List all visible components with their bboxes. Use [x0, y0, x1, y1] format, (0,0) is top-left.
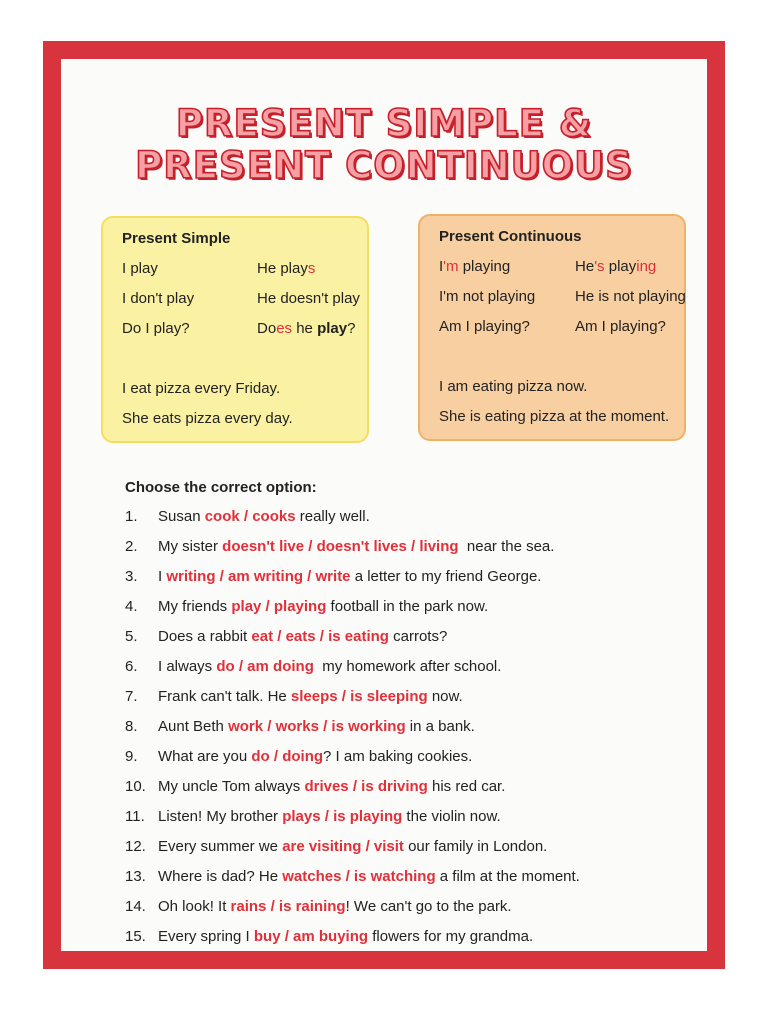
simple-do-i-play: Do I play? [122, 320, 190, 337]
exercise-sentence [158, 688, 463, 705]
simple-row-3 [122, 320, 361, 340]
exercise-number: 7. [125, 688, 138, 705]
simple-row-2 [122, 290, 361, 310]
exercise-sentence [158, 658, 501, 675]
sentence-start: What are you [158, 748, 252, 765]
exercise-number: 10. [125, 778, 146, 795]
exercise-sentence [158, 868, 580, 885]
cont-row-1 [439, 258, 678, 278]
sentence-end: now. [427, 688, 463, 705]
answer-options[interactable]: rains / is raining [230, 898, 346, 915]
exercise-sentence [158, 838, 547, 855]
sentence-start: Aunt Beth [158, 718, 229, 735]
exercise-number: 15. [125, 928, 146, 945]
sentence-start: Susan [158, 508, 205, 525]
cont-row-2 [439, 288, 686, 308]
sentence-start: Every summer we [158, 838, 283, 855]
sentence-start: My uncle Tom always [158, 778, 305, 795]
exercise-sentence [158, 628, 447, 645]
answer-options[interactable]: watches / is watching [282, 868, 436, 885]
answer-options[interactable]: play / playing [231, 598, 327, 615]
exercise-number: 5. [125, 628, 138, 645]
sentence-end: carrots? [388, 628, 448, 645]
exercise-sentence [158, 508, 370, 525]
answer-options[interactable]: buy / am buying [253, 928, 369, 945]
sentence-end: the violin now. [402, 808, 501, 825]
sentence-end: ! We can't go to the park. [345, 898, 512, 915]
answer-options[interactable]: writing / am writing / write [166, 568, 351, 585]
sentence-end: really well. [295, 508, 370, 525]
exercise-number: 6. [125, 658, 138, 675]
sentence-end: in a bank. [405, 718, 475, 735]
answer-options[interactable]: work / works / is working [228, 718, 406, 735]
exercise-number: 11. [125, 808, 145, 825]
sentence-start: Oh look! It [158, 898, 231, 915]
sentence-end: flowers for my grandma. [368, 928, 534, 945]
cont-am-i-playing-1: Am I playing? [439, 318, 530, 335]
present-continuous-box [418, 214, 686, 441]
answer-options[interactable]: eat / eats / is eating [251, 628, 389, 645]
sentence-start: Every spring I [158, 928, 254, 945]
exercise-sentence [158, 568, 541, 585]
exercise-sentence [158, 598, 488, 615]
exercise-sentence [158, 748, 472, 765]
simple-i-dont-play: I don't play [122, 290, 195, 307]
sentence-end: our family in London. [403, 838, 548, 855]
simple-row-1 [122, 260, 361, 280]
sentence-start: I [158, 568, 167, 585]
simple-does-he-play: Does he play? [257, 320, 356, 337]
exercise-number: 2. [125, 538, 138, 555]
worksheet-border [43, 41, 725, 969]
sentence-start: Where is dad? He [158, 868, 283, 885]
answer-options[interactable]: drives / is driving [304, 778, 428, 795]
cont-hes-playing: He's playing [575, 258, 657, 275]
exercise-number: 13. [125, 868, 146, 885]
exercise-number: 3. [125, 568, 138, 585]
title-line-2: PRESENT CONTINUOUS [135, 144, 633, 187]
exercise-number: 14. [125, 898, 146, 915]
sentence-start: I always [158, 658, 217, 675]
cont-im-playing: I'm playing [439, 258, 511, 275]
title-line-1: PRESENT SIMPLE & [175, 102, 593, 145]
exercise-sentence [158, 718, 475, 735]
present-continuous-header: Present Continuous [439, 228, 582, 245]
exercise-number: 8. [125, 718, 138, 735]
worksheet [61, 59, 707, 951]
sentence-end: near the sea. [458, 538, 555, 555]
sentence-end: ? I am baking cookies. [323, 748, 473, 765]
exercise-sentence [158, 928, 533, 945]
cont-example-2: She is eating pizza at the moment. [439, 408, 670, 425]
answer-options[interactable]: do / am doing [216, 658, 314, 675]
exercise-title: Choose the correct option: [125, 479, 317, 496]
sentence-end: my homework after school. [313, 658, 502, 675]
exercise-sentence [158, 778, 505, 795]
cont-example-1: I am eating pizza now. [439, 378, 588, 395]
sentence-start: Does a rabbit [158, 628, 252, 645]
simple-he-doesnt-play: He doesn't play [257, 290, 360, 307]
answer-options[interactable]: cook / cooks [204, 508, 296, 525]
sentence-end: a film at the moment. [435, 868, 580, 885]
answer-options[interactable]: plays / is playing [282, 808, 403, 825]
simple-he-plays: He plays [257, 260, 316, 277]
exercise-number: 1. [125, 508, 138, 525]
simple-example-2: She eats pizza every day. [122, 410, 293, 427]
present-simple-header: Present Simple [122, 230, 231, 247]
sentence-end: his red car. [427, 778, 506, 795]
exercise-number: 4. [125, 598, 138, 615]
sentence-start: Listen! My brother [158, 808, 283, 825]
cont-im-not-playing: I'm not playing [439, 288, 536, 305]
answer-options[interactable]: doesn't live / doesn't lives / living [222, 538, 459, 555]
simple-example-1: I eat pizza every Friday. [122, 380, 281, 397]
exercise-sentence [158, 898, 512, 915]
answer-options[interactable]: are visiting / visit [282, 838, 404, 855]
sentence-start: My friends [158, 598, 232, 615]
cont-he-is-not-playing: He is not playing [575, 288, 686, 305]
worksheet-title [61, 103, 707, 187]
exercise-sentence [158, 538, 554, 555]
exercise-sentence [158, 808, 501, 825]
answer-options[interactable]: do / doing [251, 748, 324, 765]
exercise-number: 12. [125, 838, 146, 855]
cont-row-3 [439, 318, 678, 338]
present-simple-box [101, 216, 369, 443]
sentence-start: My sister [158, 538, 223, 555]
sentence-end: football in the park now. [326, 598, 489, 615]
answer-options[interactable]: sleeps / is sleeping [290, 688, 428, 705]
exercise-number: 9. [125, 748, 138, 765]
sentence-start: Frank can't talk. He [158, 688, 291, 705]
cont-am-i-playing-2: Am I playing? [575, 318, 666, 335]
simple-i-play: I play [122, 260, 158, 277]
sentence-end: a letter to my friend George. [350, 568, 542, 585]
